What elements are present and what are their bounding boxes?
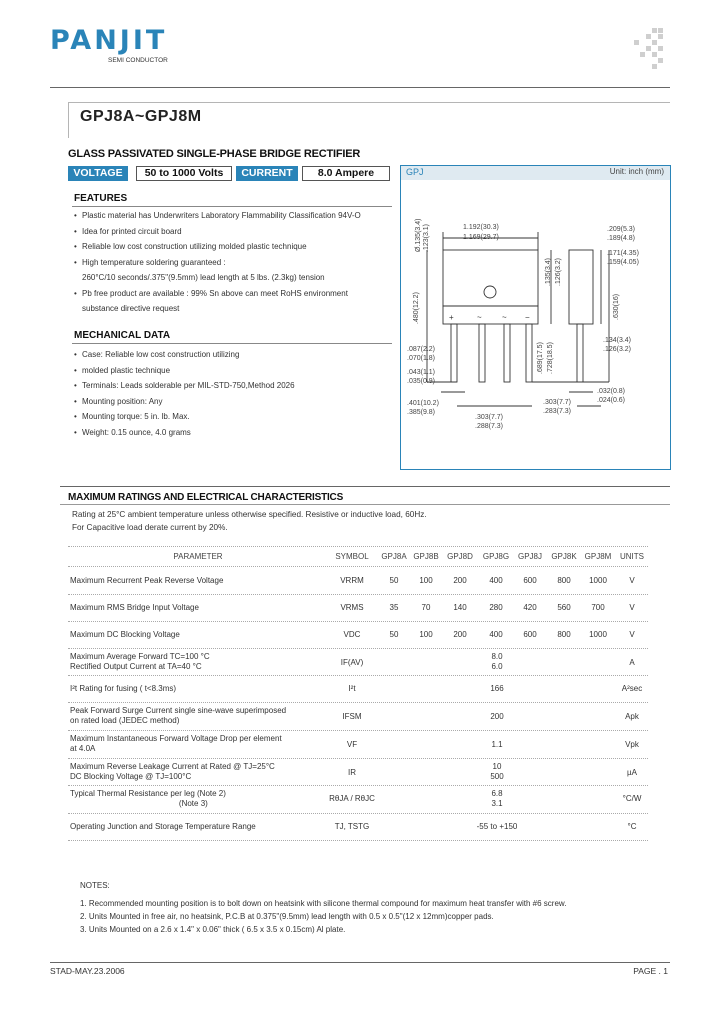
param-name: Peak Forward Surge Current single sine-wave superimposed [70, 706, 287, 715]
header-rule [50, 87, 670, 88]
value-cell: 200 [490, 712, 504, 721]
list-item: • Mounting position: Any [74, 394, 396, 410]
dimension-label: 1.169(29.7) [463, 234, 499, 241]
value-cell: 700 [591, 603, 605, 612]
package-outline-drawing [401, 166, 672, 471]
dimension-label: .024(0.6) [597, 397, 626, 404]
list-item: • Plastic material has Underwriters Laboratory Flammability Classification 94V-O [74, 208, 396, 224]
dimension-label: .134(3.4) [603, 337, 632, 344]
brand-subtitle: SEMI CONDUCTOR [108, 57, 168, 64]
unit-cell: °C [627, 822, 637, 831]
dimension-label: Ø.135(3.4) [415, 218, 422, 252]
dimension-label: .126(3.2) [555, 257, 562, 286]
voltage-value: 50 to 1000 Volts [136, 166, 232, 181]
dimension-label: .123(3.1) [423, 223, 430, 252]
param-name: Maximum Average Forward TC=100 °C [70, 652, 210, 661]
mechanical-heading: MECHANICAL DATA [74, 330, 171, 341]
package-name: GPJ [406, 167, 424, 177]
brand-name: PANJIT [50, 25, 168, 56]
param-name: Maximum DC Blocking Voltage [70, 630, 180, 639]
value-cell: 600 [523, 576, 537, 585]
param-name: Maximum Recurrent Peak Reverse Voltage [70, 576, 224, 585]
value-cell: 420 [523, 603, 537, 612]
side-view-lead [577, 324, 583, 382]
symbol-cell: VRMS [340, 603, 364, 612]
unit-cell: °C/W [622, 794, 642, 803]
column-header: PARAMETER [173, 552, 223, 561]
side-view-body [569, 250, 593, 324]
dimension-label: .303(7.7) [475, 414, 504, 421]
symbol-cell: RθJA / RθJC [329, 794, 375, 803]
ratings-heading: MAXIMUM RATINGS AND ELECTRICAL CHARACTERISTICS [68, 492, 344, 503]
symbol-cell: IF(AV) [340, 658, 364, 667]
voltage-label: VOLTAGE [68, 166, 128, 181]
symbol-cell: IFSM [342, 712, 362, 721]
lead [526, 324, 532, 382]
value-cell: 1000 [589, 576, 607, 585]
value-cell: 800 [557, 576, 571, 585]
dimension-label: .171(4.35) [607, 250, 639, 257]
dimension-label: .283(7.3) [543, 408, 572, 415]
dimension-label: .126(3.2) [603, 346, 632, 353]
symbol-cell: VDC [343, 630, 361, 639]
symbol-cell: VF [346, 740, 358, 749]
note-item: 3. Units Mounted on a 2.6 x 1.4" x 0.06" thick ( 6.5 x 3.5 x 0.15cm) Al plate. [80, 925, 346, 934]
column-header: UNITS [620, 552, 644, 561]
list-item: • Case: Reliable low cost construction utilizing [74, 347, 396, 363]
value-cell: 200 [453, 576, 467, 585]
features-list [74, 208, 396, 317]
dimension-label: .189(4.8) [607, 235, 636, 242]
dimension-label: .209(5.3) [607, 226, 636, 233]
dimension-label: .630(16) [613, 293, 620, 320]
unit-cell: V [629, 630, 635, 639]
list-item: • Weight: 0.15 ounce, 4.0 grams [74, 425, 396, 441]
value-cell: 70 [421, 603, 431, 612]
param-name: Rectified Output Current at TA=40 °C [70, 662, 202, 671]
param-name: on rated load (JEDEC method) [70, 716, 180, 725]
svg-text:+: + [449, 313, 454, 322]
lead [504, 324, 510, 382]
dimension-label: .728(18.5) [547, 342, 554, 374]
value-cell: 6.8 [491, 789, 503, 798]
unit-cell: Vpk [625, 740, 639, 749]
value-cell: 280 [489, 603, 503, 612]
dimension-label: .035(0.9) [407, 378, 436, 385]
value-cell: 50 [389, 576, 399, 585]
list-item: • Pb free product are available : 99% Sn above can meet RoHS environment [74, 286, 396, 302]
value-cell: 140 [453, 603, 467, 612]
column-header: SYMBOL [335, 552, 369, 561]
value-cell: 800 [557, 630, 571, 639]
value-cell: 3.1 [491, 799, 503, 808]
rating-note: For Capacitive load derate current by 20%. [72, 523, 228, 532]
value-cell: 200 [453, 630, 467, 639]
value-cell: 100 [419, 576, 433, 585]
dimension-label: .689(17.5) [537, 342, 544, 374]
list-item: • Idea for printed circuit board [74, 224, 396, 240]
value-cell: 10 [492, 762, 502, 771]
value-cell: 6.0 [491, 662, 503, 671]
current-label: CURRENT [236, 166, 298, 181]
param-name: Maximum Reverse Leakage Current at Rated @ TJ=25°C [70, 762, 275, 771]
dimension-label: .480(12.2) [413, 292, 420, 324]
list-item: substance directive request [82, 304, 180, 313]
ratings-rule [60, 504, 670, 505]
footer-page: PAGE . 1 [633, 966, 668, 976]
dimension-label: .043(1.1) [407, 369, 436, 376]
column-header: GPJ8D [447, 552, 473, 561]
ratings-top-rule [60, 486, 670, 487]
value-cell: 560 [557, 603, 571, 612]
product-subtitle: GLASS PASSIVATED SINGLE-PHASE BRIDGE RECTIFIER [68, 148, 361, 160]
list-item: 260°C/10 seconds/.375"(9.5mm) lead length at 5 lbs. (2.3kg) tension [82, 273, 325, 282]
note-item: 1. Recommended mounting position is to bolt down on heatsink with silicone thermal compound for maximum heat transfer with #6 screw. [80, 899, 567, 908]
param-name: Typical Thermal Resistance per leg (Note 2) [70, 789, 226, 798]
list-item: • Mounting torque: 5 in. lb. Max. [74, 409, 396, 425]
param-name: DC Blocking Voltage @ TJ=100°C [70, 772, 192, 781]
column-header: GPJ8B [413, 552, 439, 561]
dimension-label: .288(7.3) [475, 423, 504, 430]
value-cell: 50 [389, 630, 399, 639]
dimension-label: .032(0.8) [597, 388, 626, 395]
unit-cell: A [629, 658, 635, 667]
column-header: GPJ8M [584, 552, 612, 561]
rating-note: Rating at 25°C ambient temperature unless otherwise specified. Resistive or inductive load, 60Hz. [72, 510, 427, 519]
brand-logo [50, 26, 167, 56]
list-item: • Reliable low cost construction utilizing molded plastic technique [74, 239, 396, 255]
mechanical-list [74, 347, 396, 440]
value-cell: -55 to +150 [476, 822, 518, 831]
symbol-cell: I²t [348, 684, 356, 693]
value-cell: 166 [490, 684, 504, 693]
part-number: GPJ8A~GPJ8M [80, 108, 202, 125]
mechanical-rule [72, 343, 392, 344]
column-header: GPJ8J [517, 552, 542, 561]
value-cell: 400 [489, 576, 503, 585]
note-item: 2. Units Mounted in free air, no heatsink, P.C.B at 0.375"(9.5mm) lead length with 0.5 x 0.5"(12 x 12mm)copper pads. [80, 912, 494, 921]
features-rule [72, 206, 392, 207]
dimension-label: .070(1.8) [407, 355, 436, 362]
param-name: Maximum Instantaneous Forward Voltage Drop per element [70, 734, 282, 743]
param-name: I²t Rating for fusing ( t<8.3ms) [70, 684, 177, 693]
column-header: GPJ8A [381, 552, 407, 561]
param-name: Maximum RMS Bridge Input Voltage [70, 603, 199, 612]
package-unit: Unit: inch (mm) [609, 167, 664, 176]
list-item: • molded plastic technique [74, 363, 396, 379]
dimension-label: .401(10.2) [407, 400, 439, 407]
value-cell: 100 [419, 630, 433, 639]
current-value: 8.0 Ampere [302, 166, 390, 181]
dimension-label: .385(9.8) [407, 409, 436, 416]
package-drawing-panel [400, 165, 671, 470]
value-cell: 35 [389, 603, 399, 612]
unit-cell: µA [627, 768, 637, 777]
unit-cell: V [629, 576, 635, 585]
svg-text:~: ~ [477, 313, 482, 322]
value-cell: 1.1 [491, 740, 503, 749]
lead [479, 324, 485, 382]
symbol-cell: IR [348, 768, 356, 777]
param-name: Operating Junction and Storage Temperature Range [70, 822, 256, 831]
unit-cell: A²sec [621, 684, 643, 693]
column-header: GPJ8G [482, 552, 510, 561]
package-lower-body [443, 306, 538, 324]
dimension-label: .087(2.2) [407, 346, 436, 353]
unit-cell: V [629, 603, 635, 612]
lead [451, 324, 457, 382]
mounting-hole [484, 286, 496, 298]
footer-rule [50, 962, 670, 963]
value-cell: 600 [523, 630, 537, 639]
dimension-label: .303(7.7) [543, 399, 572, 406]
value-cell: 400 [489, 630, 503, 639]
svg-text:−: − [525, 313, 530, 322]
footer-doc-id: STAD-MAY.23.2006 [50, 966, 125, 976]
list-item: • High temperature soldering guaranteed : [74, 255, 396, 271]
column-header: GPJ8K [551, 552, 577, 561]
symbol-cell: VRRM [340, 576, 364, 585]
dimension-label: .135(3.4) [545, 257, 552, 286]
svg-text:~: ~ [502, 313, 507, 322]
dimension-label: 1.192(30.3) [463, 224, 499, 231]
value-cell: 500 [490, 772, 504, 781]
value-cell: 8.0 [491, 652, 503, 661]
notes-heading: NOTES: [80, 881, 110, 890]
dimension-label: .159(4.05) [607, 259, 639, 266]
param-name: (Note 3) [70, 799, 208, 808]
param-name: at 4.0A [70, 744, 96, 753]
value-cell: 1000 [589, 630, 607, 639]
unit-cell: Apk [625, 712, 639, 721]
symbol-cell: TJ, TSTG [334, 822, 370, 831]
features-heading: FEATURES [74, 193, 128, 204]
list-item: • Terminals: Leads solderable per MIL-STD-750,Method 2026 [74, 378, 396, 394]
